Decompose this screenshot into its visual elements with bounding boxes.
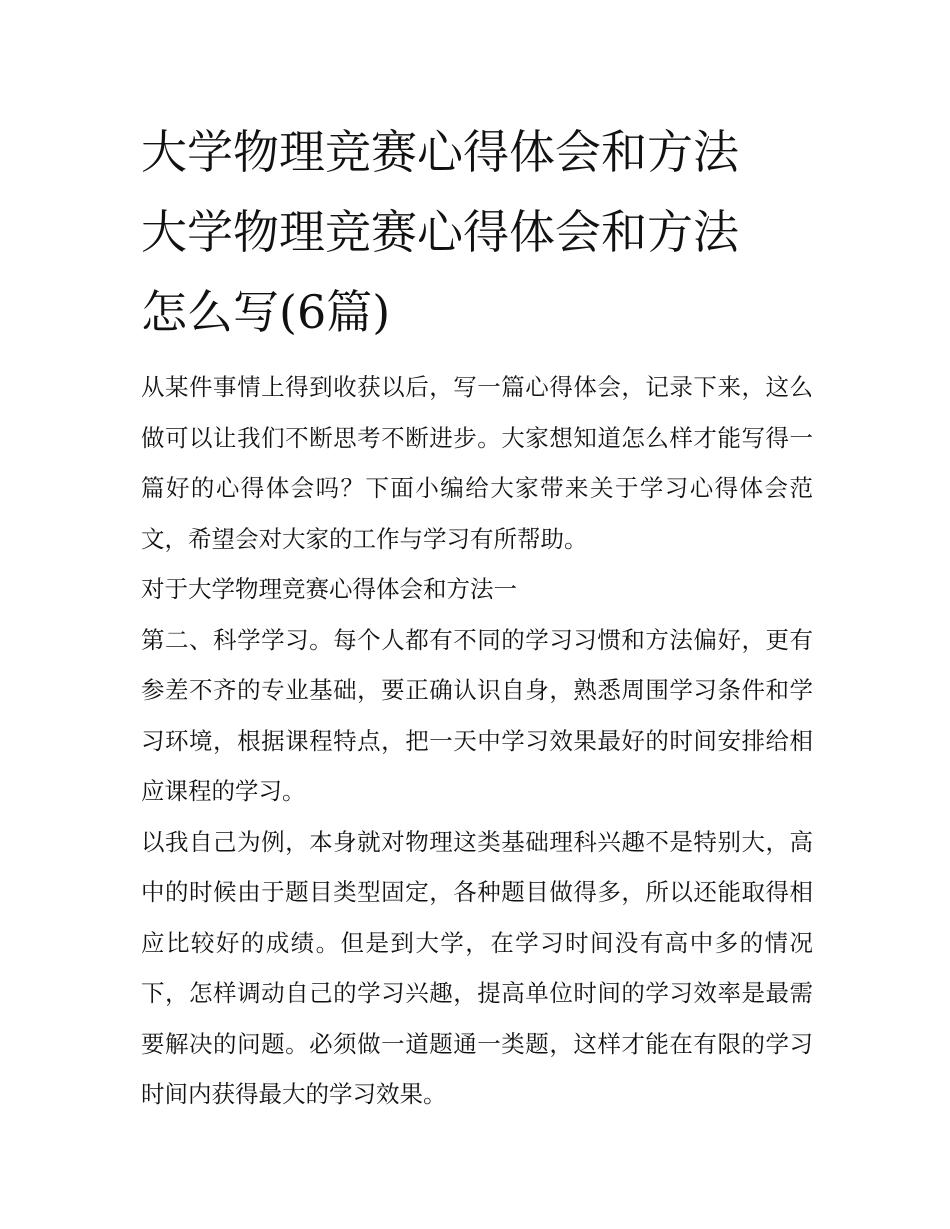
document-content <box>141 112 813 1120</box>
document-title <box>141 112 813 352</box>
body-paragraph: 第二、科学学习。每个人都有不同的学习习惯和方法偏好，更有参差不齐的专业基础，要正确认识自身，熟悉周围学习条件和学习环境，根据课程特点，把一天中学习效果最好的时间安排给相应课程的学习。 <box>141 625 813 805</box>
intro-paragraph: 从某件事情上得到收获以后，写一篇心得体会，记录下来，这么做可以让我们不断思考不断进步。大家想知道怎么样才能写得一篇好的心得体会吗？下面小编给大家带来关于学习心得体会范文，希望会对大家的工作与学习有所帮助。 <box>141 373 813 553</box>
title-line-3: 怎么写(6篇) <box>141 285 391 339</box>
title-line-1: 大学物理竞赛心得体会和方法 <box>141 125 739 179</box>
section-heading: 对于大学物理竞赛心得体会和方法一 <box>141 575 517 603</box>
body-paragraph: 以我自己为例，本身就对物理这类基础理科兴趣不是特别大，高中的时候由于题目类型固定，各种题目做得多，所以还能取得相应比较好的成绩。但是到大学，在学习时间没有高中多的情况下，怎样调动自己的学习兴趣，提高单位时间的学习效率是最需要解决的问题。必须做一道题通一类题，这样才能在有限的学习时间内获得最大的学习效果。 <box>141 827 813 1108</box>
title-line-2: 大学物理竞赛心得体会和方法 <box>141 205 739 259</box>
document-body <box>141 362 813 1120</box>
